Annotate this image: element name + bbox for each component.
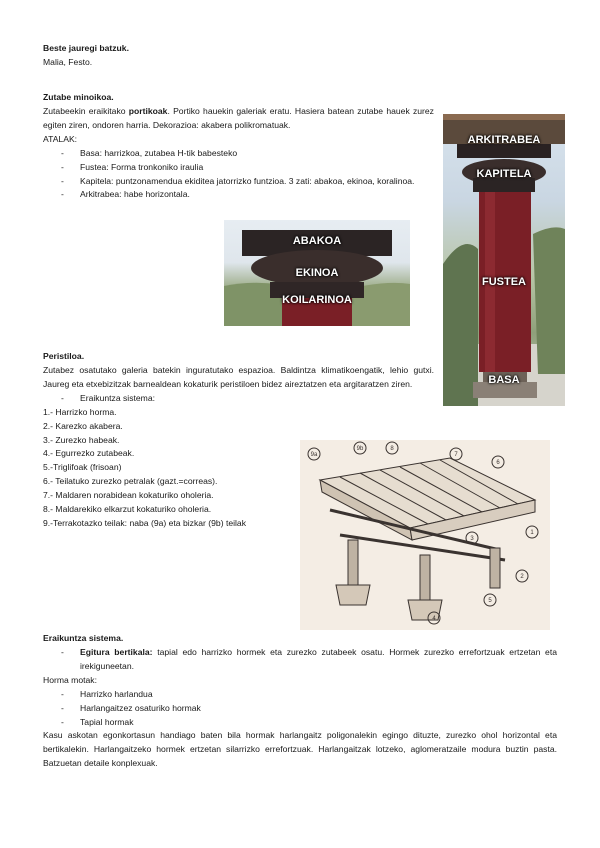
sub-list <box>43 392 434 406</box>
label-kapitela: KAPITELA <box>476 168 532 180</box>
section-heading: Beste jauregi batzuk. <box>43 43 129 53</box>
section-heading: Peristiloa. <box>43 351 85 361</box>
structure-list <box>43 646 557 674</box>
label-fustea: FUSTEA <box>482 276 526 288</box>
section-construction-system <box>43 632 557 771</box>
list-item: 5.-Triglifoak (frisoan) <box>43 462 122 473</box>
intro-bold: portikoak <box>128 105 168 116</box>
list-item: - Harrizko harlandua <box>43 688 557 702</box>
list-item: - Basa: harrizkoa, zutabea H-tik babesteko <box>43 147 434 161</box>
list-item: 4.- Egurrezko zutabeak. <box>43 448 135 459</box>
list-item: - Fustea: Forma tronkoniko iraulia <box>43 161 434 175</box>
list-item: - Harlangaitzez osaturiko hormak <box>43 702 557 716</box>
item-bold: Egitura bertikala: <box>80 646 153 657</box>
callout-1: 1 <box>530 530 534 536</box>
list-item: 3.- Zurezko habeak. <box>43 434 120 445</box>
parts-list <box>43 147 434 203</box>
wall-types-label: Horma motak: <box>43 674 97 685</box>
section-minoan-column <box>43 91 434 202</box>
list-item: - Tapial hormak <box>43 716 557 730</box>
callout-9a: 9a <box>310 452 318 458</box>
section-heading: Zutabe minoikoa. <box>43 92 114 102</box>
callout-8: 8 <box>390 446 394 452</box>
wall-types-list <box>43 688 557 730</box>
item-text: tapial edo harrizko hormek eta zurezko zutabeek osatu. Hormek zurezko errefortzuak ertzetan eta irekiguneetan. <box>80 646 557 671</box>
intro-after: . Portiko hauekin galeriak eratu. Hasiera batean zutabe hauek zurez egiten ziren, ondoren harria. Dekorazioa: akabera polikromatuak. <box>43 105 434 130</box>
list-item: - Kapitela: puntzonamendua ekiditea jatorrizko funtzioa. 3 zati: abakoa, ekinoa, koralinoa. <box>43 175 434 189</box>
callout-5: 5 <box>488 598 492 604</box>
closing-paragraph: Kasu askotan egonkortasun handiago baten bila hormak harlangaitz poligonalekin egingo dituzte, zurezko ohol horizontal eta bertikalekin. Harlangaitzeko hormek ertzetan silarrizko errefortzuak. Harlangaitzak lotzeko, aglomeratzaile modura buztin pasta. Batzuetan detaile konplexuak. <box>43 730 557 769</box>
label-arkitrabea: ARKITRABEA <box>467 134 541 146</box>
list-item: 6.- Teilatuko zurezko petralak (gazt.=correas). <box>43 476 218 487</box>
section-intro <box>43 105 434 133</box>
section-other-palaces <box>43 42 443 70</box>
roof-structure-drawing <box>300 440 550 630</box>
list-item: 7.- Maldaren norabidean kokaturiko oholeria. <box>43 490 214 501</box>
list-item: - Eraikuntza sistema: <box>43 392 434 406</box>
intro-before: Zutabeekin eraikitako <box>43 105 129 116</box>
section-heading: Eraikuntza sistema. <box>43 633 124 643</box>
label-ekinoa: EKINOA <box>295 267 339 279</box>
label-basa: BASA <box>488 374 520 386</box>
callout-6: 6 <box>496 460 500 466</box>
list-item: 9.-Terrakotazko teilak: naba (9a) eta bizkar (9b) teilak <box>43 518 247 529</box>
list-item: 1.- Harrizko horma. <box>43 406 117 417</box>
list-item: - Arkitrabea: habe horizontala. <box>43 188 434 202</box>
section-text: Zutabez osatutako galeria batekin inguratutako espazioa. Baldintza klimatikoengatik, lehio gutxi. Jaureg eta etxebizitzak barnealdean kokaturik peristiloen bidez aireztatzen eta argitaratzen ziren. <box>43 364 434 389</box>
label-abakoa: ABAKOA <box>292 235 342 247</box>
callout-7: 7 <box>454 452 458 458</box>
callout-4: 4 <box>432 616 436 622</box>
callout-2: 2 <box>520 574 524 580</box>
list-item <box>43 646 557 674</box>
callout-9b: 9b <box>356 446 364 452</box>
callout-3: 3 <box>470 536 474 542</box>
label-koilarinoa: KOILARINOA <box>282 294 352 306</box>
atalak-label: ATALAK: <box>43 133 78 144</box>
list-item: 8.- Maldarekiko elkarzut kokaturiko oholeria. <box>43 504 212 515</box>
section-text: Malia, Festo. <box>43 56 93 67</box>
construction-diagram <box>300 440 550 630</box>
column-illustration <box>443 114 565 406</box>
column-photo <box>443 114 565 406</box>
list-item: 2.- Karezko akabera. <box>43 420 123 431</box>
capital-photo <box>224 220 410 326</box>
